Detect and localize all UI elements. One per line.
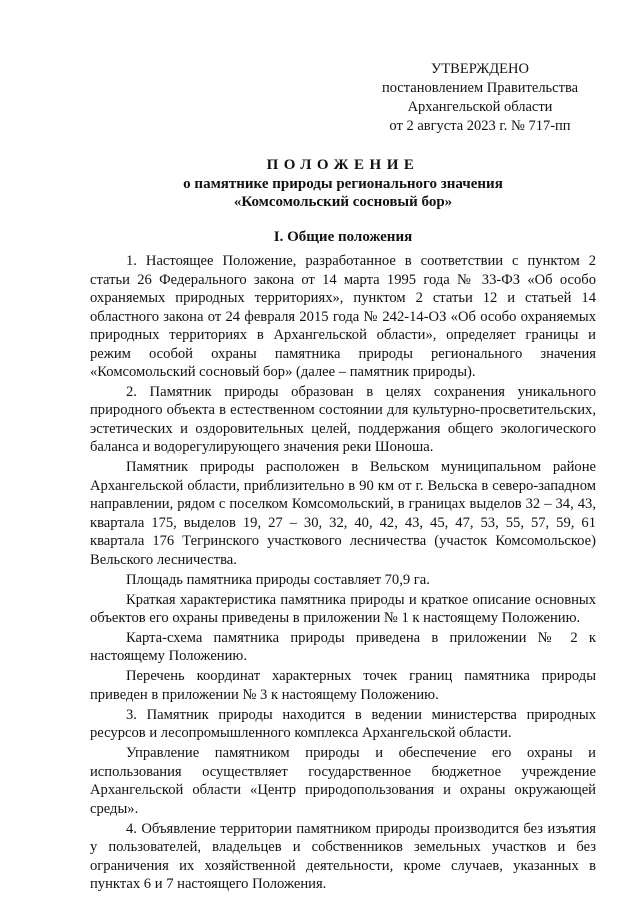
paragraph: Управление памятником природы и обеспечение его охраны и использования осуществляет государственное бюджетное учреждение Архангельской области «Центр природопользования и охраны окружающей среды». (90, 745, 596, 817)
document-title: ПОЛОЖЕНИЕ (266, 157, 420, 173)
paragraph: 3. Памятник природы находится в ведении министерства природных ресурсов и лесопромышленного комплекса Архангельской области. (90, 706, 596, 742)
paragraph: 4. Объявление территории памятником природы производится без изъятия у пользователей, владельцев и собственников земельных участков и без ограничения их хозяйственной деятельности, кроме случаев, указанных в пунктах 6 и 7 настоящего Положения. (90, 820, 596, 893)
document-body (90, 252, 596, 895)
paragraph: Памятник природы расположен в Вельском муниципальном районе Архангельской области, приблизительно в 90 км от г. Вельска в северо-западном направлении, рядом с поселком Комсомольский, в границах выделов 32 – 34, 43, квартала 175, выделов 19, 27 – 30, 32, 40, 42, 43, 45, 47, 53, 55, 57, 59, 61 квартала 176 Тегринского участкового лесничества (участок Комсомольское) Вельского лесничества. (90, 459, 596, 568)
section-heading: I. Общие положения (273, 229, 413, 245)
approval-resolution: постановлением Правительства (381, 80, 579, 96)
paragraph: 2. Памятник природы образован в целях сохранения уникального природного объекта в естественном состоянии для культурно-просветительских, эстетических и оздоровительных целей, поддержания общего экологического баланса и водорегулирующего значения реки Шоноша. (90, 383, 596, 456)
approval-stamp (370, 60, 590, 136)
paragraph: Площадь памятника природы составляет 70,9 га. (126, 571, 430, 588)
approval-title: УТВЕРЖДЕНО (431, 61, 529, 77)
approval-date-number: от 2 августа 2023 г. № 717-пп (389, 118, 571, 134)
paragraph: Перечень координат характерных точек границ памятника природы приведен в приложении № 3 к настоящему Положению. (90, 668, 596, 703)
approval-region: Архангельской области (407, 99, 553, 115)
document-subtitle-line2: «Комсомольский сосновый бор» (233, 194, 453, 210)
paragraph: 1. Настоящее Положение, разработанное в соответствии с пунктом 2 статьи 26 Федерального закона от 14 марта 1995 года № 33-ФЗ «Об особо охраняемых природных территориях», пунктом 2 статьи 12 и статьей 14 областного закона от 24 февраля 2015 года № 242-14-ОЗ «Об особо охраняемых природных территориях в Архангельской области», определяет границы и режим особой охраны памятника природы регионального значения «Комсомольский сосновый бор» (далее – памятник природы). (90, 253, 596, 380)
document-title-block (90, 156, 596, 212)
document-subtitle-line1: о памятнике природы регионального значения (183, 175, 503, 192)
paragraph: Краткая характеристика памятника природы и краткое описание основных объектов его охраны приведены в приложении № 1 к настоящему Положению. (90, 591, 596, 627)
paragraph: Карта-схема памятника природы приведена в приложении № 2 к настоящему Положению. (90, 629, 596, 665)
